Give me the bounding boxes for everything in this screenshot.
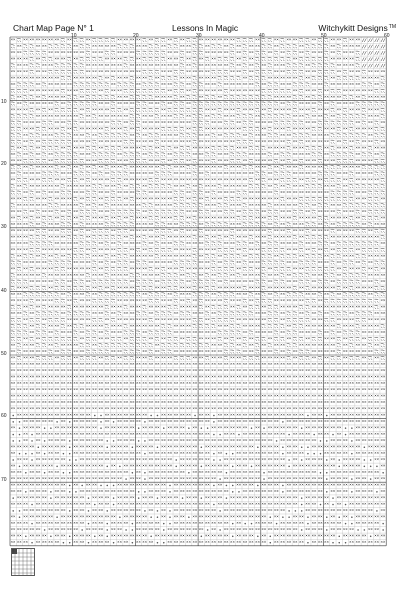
column-number-60: 60	[384, 33, 390, 39]
row-number-70: 70	[1, 477, 7, 483]
column-number-10: 10	[71, 33, 77, 39]
column-number-40: 40	[259, 33, 265, 39]
column-number-30: 30	[196, 33, 202, 39]
row-number-10: 10	[1, 99, 7, 105]
row-number-20: 20	[1, 161, 7, 167]
column-number-20: 20	[133, 33, 139, 39]
row-number-50: 50	[1, 351, 7, 357]
chart-map-page-title: Chart Map Page N° 1	[13, 23, 94, 33]
pattern-title: Lessons In Magic	[172, 23, 239, 33]
row-number-60: 60	[1, 413, 7, 419]
chart-thumbnail-icon	[11, 548, 35, 576]
designer-name-text: Witchykitt Designs	[318, 23, 388, 33]
trademark-mark: TM	[388, 24, 396, 30]
row-number-40: 40	[1, 288, 7, 294]
column-number-50: 50	[321, 33, 327, 39]
row-number-30: 30	[1, 224, 7, 230]
